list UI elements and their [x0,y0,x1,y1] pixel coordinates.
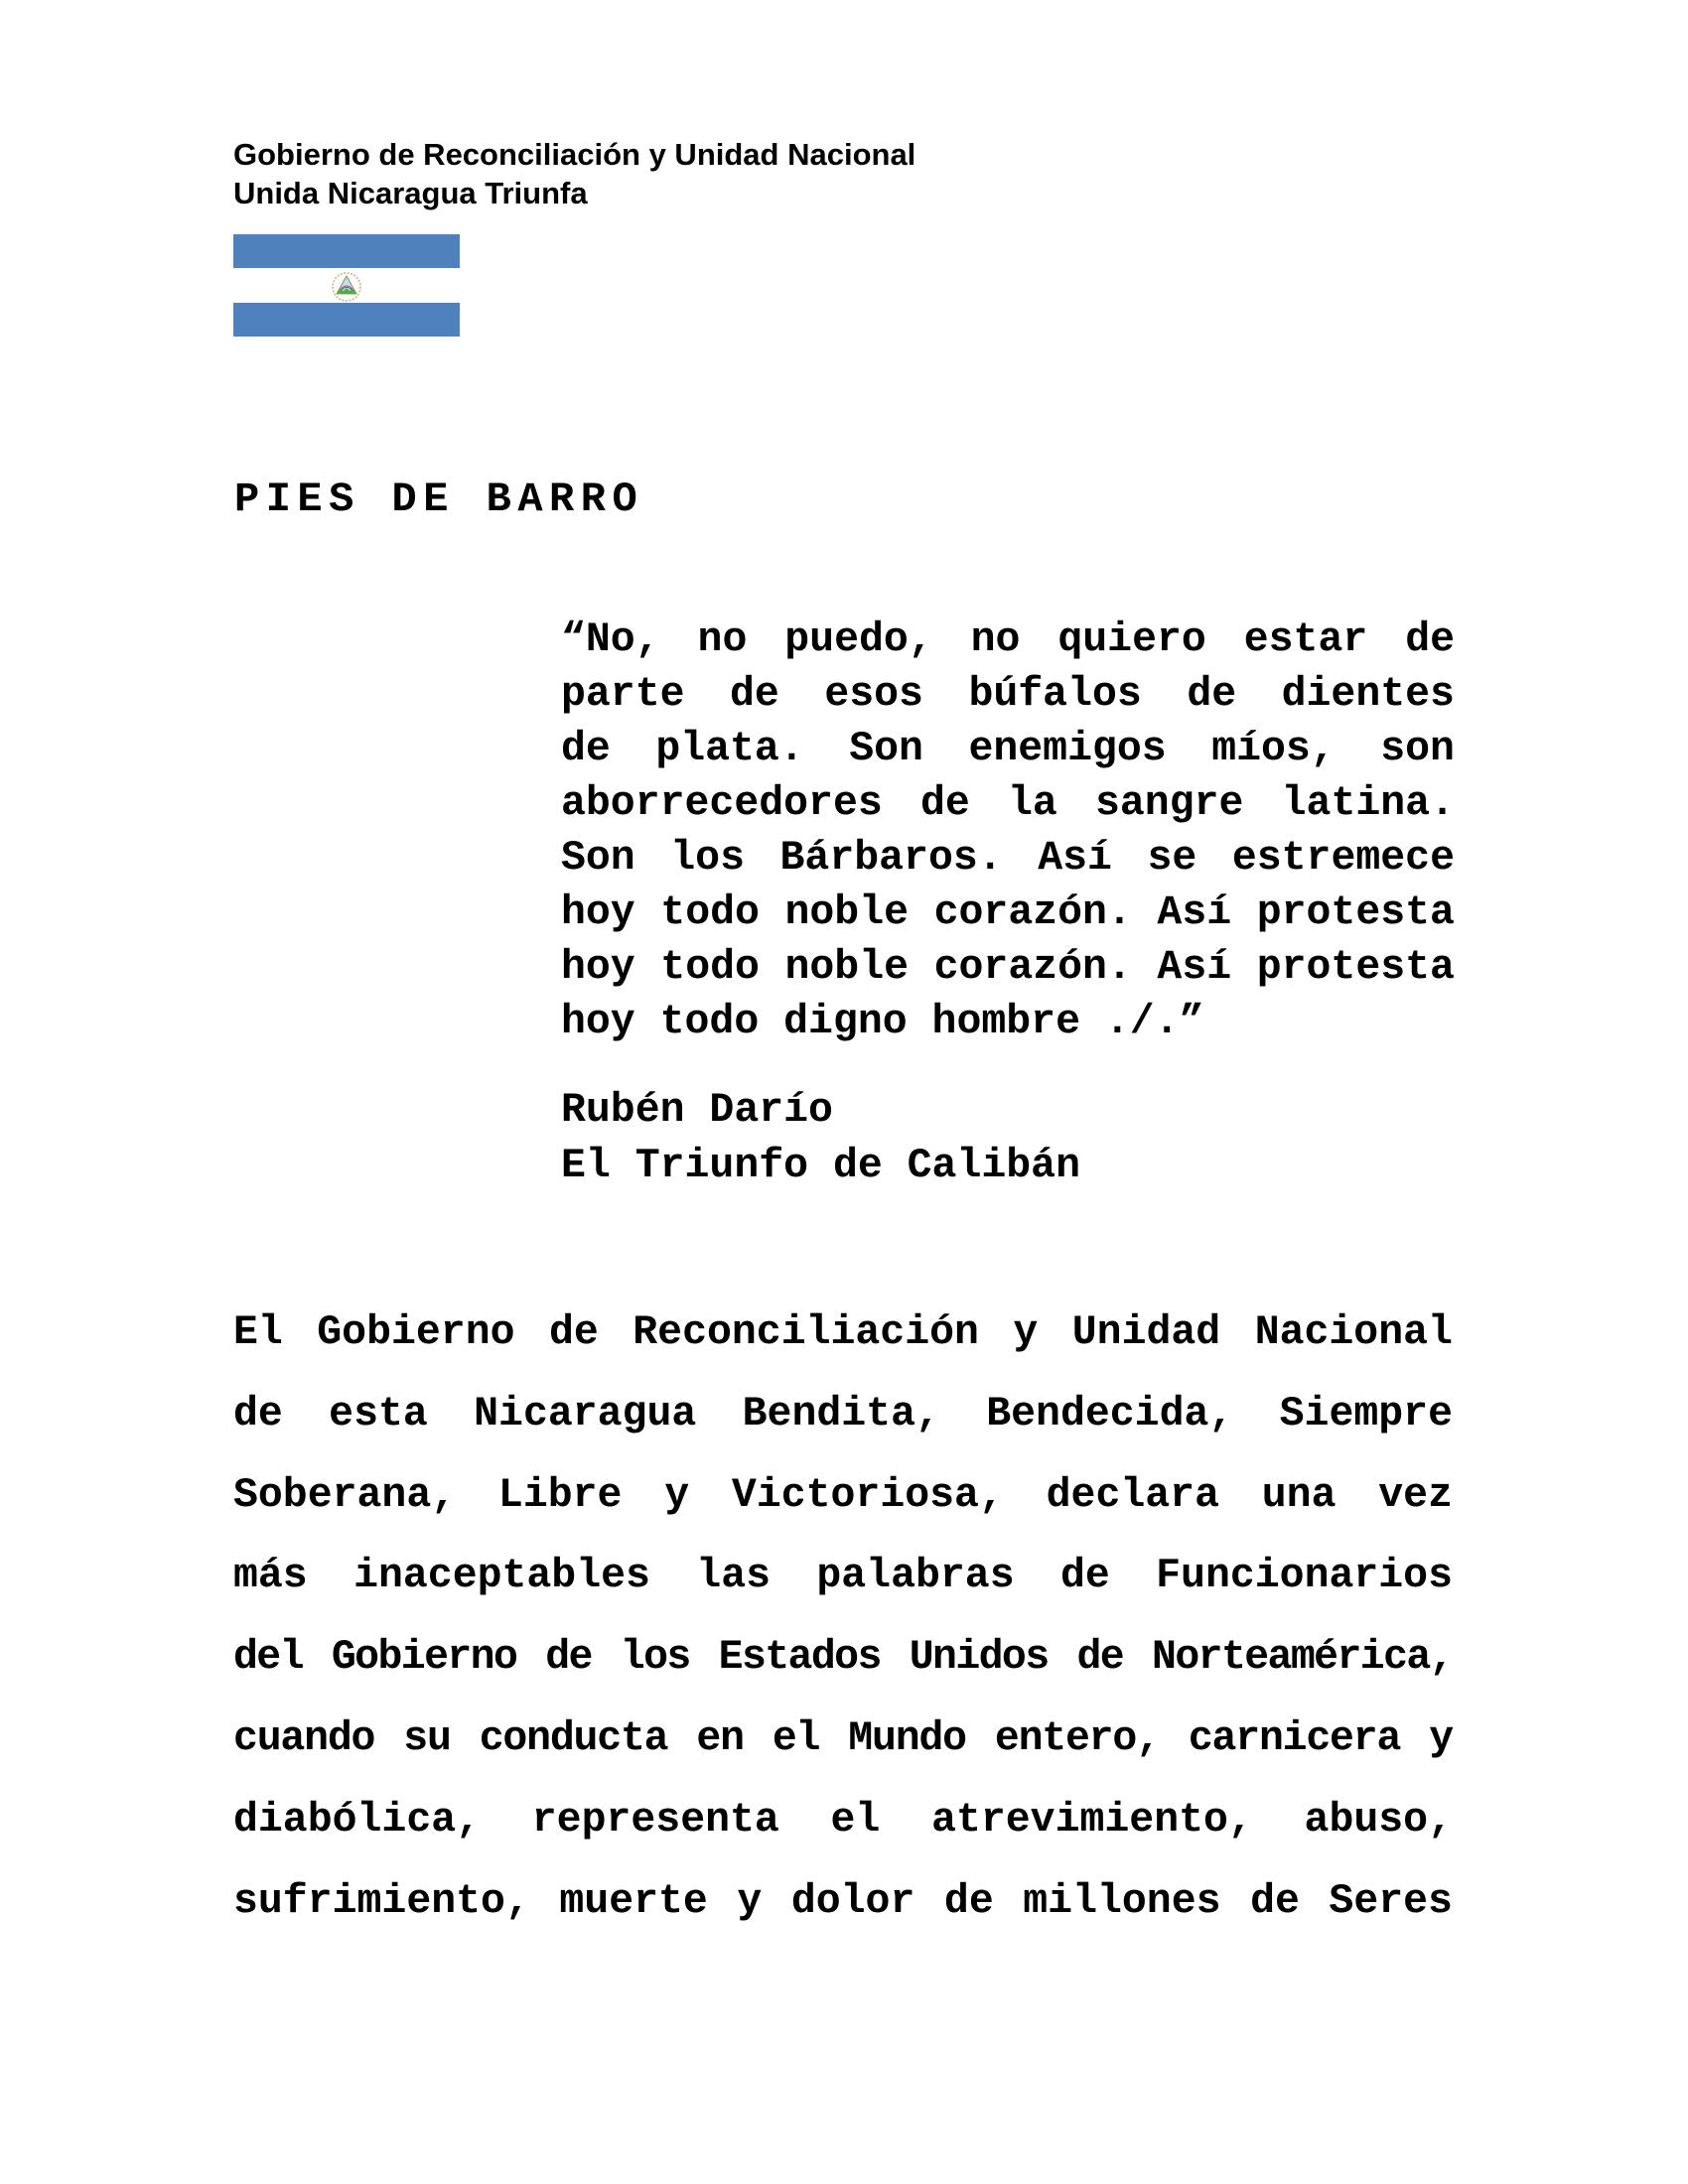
epigraph-line: hoy todo digno hombre ./.” [561,999,1204,1045]
body-line: del Gobierno de los Estados Unidos de Norteamérica, [233,1634,1453,1682]
body-line: cuando su conducta en el Mundo entero, carnicera y [233,1714,1453,1762]
flag-stripe-top [233,234,460,268]
body-paragraph [233,1293,1453,1942]
epigraph-line: hoy todo noble corazón. Así protesta [561,889,1455,936]
epigraph-line: hoy todo noble corazón. Así protesta [561,944,1455,991]
header-government-name: Gobierno de Reconciliación y Unidad Nacional [233,137,916,172]
epigraph-line: “No, no puedo, no quiero estar de [561,616,1455,663]
body-line: Soberana, Libre y Victoriosa, declara una vez [233,1471,1453,1519]
document-header [233,135,915,212]
epigraph-line: aborrecedores de la sangre latina. [561,780,1455,827]
body-line: más inaceptables las palabras de Funcionarios [233,1553,1453,1600]
epigraph-line: Son los Bárbaros. Así se estremece [561,835,1455,882]
body-line: sufrimiento, muerte y dolor de millones de Seres [233,1877,1453,1925]
epigraph-quote [561,613,1455,1049]
flag-stripe-bottom [233,303,460,337]
body-line: de esta Nicaragua Bendita, Bendecida, Siempre [233,1390,1453,1437]
document-title: PIES DE BARRO [234,476,644,523]
header-slogan: Unida Nicaragua Triunfa [233,176,588,210]
epigraph-line: parte de esos búfalos de dientes [561,671,1455,718]
epigraph-work: El Triunfo de Calibán [561,1143,1080,1189]
nicaragua-flag-icon [233,234,460,337]
coat-of-arms-icon [331,271,362,303]
epigraph-author: Rubén Darío [561,1087,833,1134]
body-line: El Gobierno de Reconciliación y Unidad Nacional [233,1309,1453,1356]
epigraph-line: de plata. Son enemigos míos, son [561,726,1455,772]
epigraph-attribution [561,1083,1080,1194]
body-line: diabólica, representa el atrevimiento, abuso, [233,1796,1453,1843]
